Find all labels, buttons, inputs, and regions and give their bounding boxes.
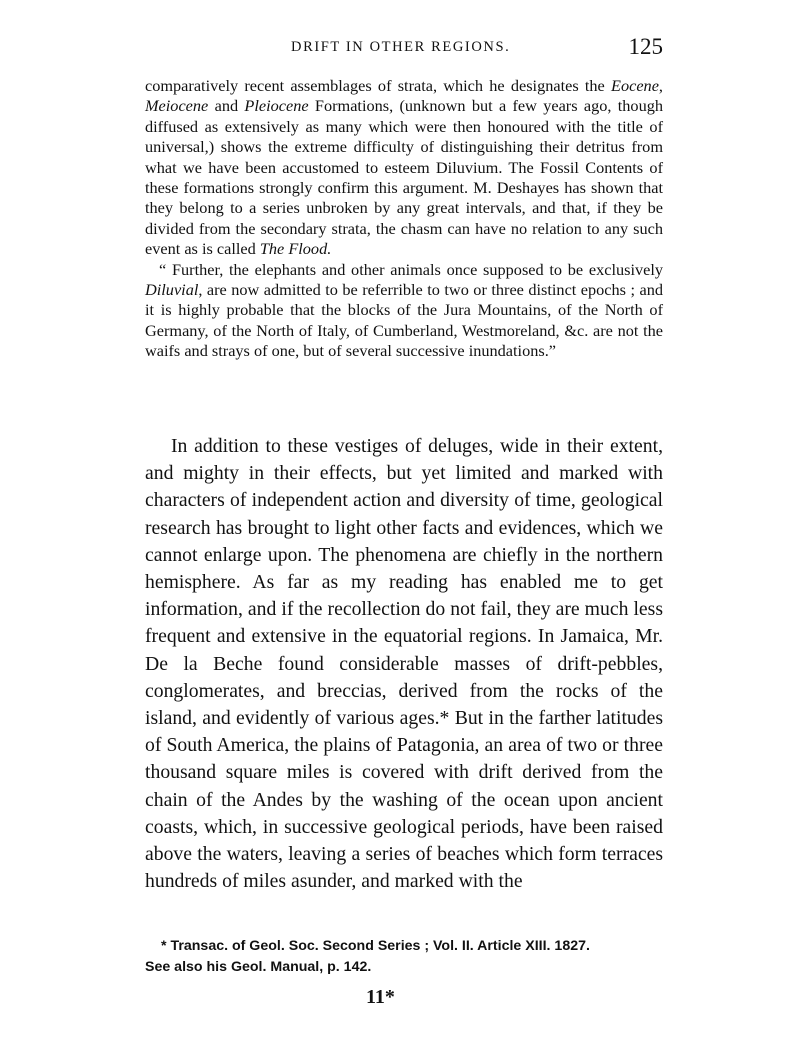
quote-italic-term: The Flood. xyxy=(259,239,332,259)
quote-paragraph-2 xyxy=(145,260,663,362)
quote-text: and xyxy=(208,96,245,116)
quote-text: “ Further, the elephants and other animals once supposed to be exclusively xyxy=(159,259,663,279)
quote-text: Formations, (unknown but a few years ago, though diffused as extensively as many which were then honoured with the title of universal,) shows the extreme difficulty of distinguishing their detritus from what we have been accustomed to esteem Diluvium. The Fossil Contents of these formations strongly confirm this argument. M. Deshayes has shown that they belong to a series unbroken by any great intervals, and that, if they be divided from the secondary strata, the chasm can have no relation to any such event as is called xyxy=(145,96,663,259)
page-number: 125 xyxy=(628,34,663,59)
main-paragraph: In addition to these vestiges of deluges, wide in their extent, and mighty in their effects, but yet limited and marked with characters of independent action and diversity of time, geological research has brought to light other facts and evidences, which we cannot enlarge upon. The phenomena are chiefly in the northern hemisphere. As far as my reading has enabled me to get information, and if the recollection do not fail, they are much less frequent and extensive in the equatorial regions. In Jamaica, Mr. De la Beche found considerable masses of drift-pebbles, conglomerates, and breccias, derived from the rocks of the island, and evidently of various ages.* But in the farther latitudes of South America, the plains of Patagonia, an area of two or three thousand square miles is covered with drift derived from the chain of the Andes by the washing of the ocean upon ancient coasts, which, in successive geological periods, have been raised above the waters, leaving a series of beaches which form terraces hundreds of miles asunder, and marked with the xyxy=(145,435,663,893)
running-head xyxy=(145,36,663,60)
quoted-extract xyxy=(145,76,663,362)
quote-text: , xyxy=(658,76,663,95)
quote-italic-term: Pleiocene xyxy=(244,96,309,116)
quote-italic-term: Diluvial xyxy=(145,280,199,300)
quote-paragraph-1 xyxy=(145,76,663,260)
quote-text: , are now admitted to be referrible to two or three distinct epochs ; and it is highly probable that the blocks of the Jura Mountains, of the North of Germany, of the North of Italy, of Cumberland, Westmoreland, &c. are not the waifs and strays of one, but of several successive inundations.” xyxy=(145,280,663,361)
quote-italic-term: Meiocene xyxy=(145,96,209,116)
signature-mark: 11* xyxy=(366,986,395,1008)
footnote xyxy=(145,936,663,978)
running-title: DRIFT IN OTHER REGIONS. xyxy=(291,39,511,55)
footnote-line: * Transac. of Geol. Soc. Second Series ; Vol. II. Article XIII. 1827. xyxy=(161,938,590,954)
footnote-line: See also his Geol. Manual, p. 142. xyxy=(145,959,372,975)
quote-text: comparatively recent assemblages of strata, which he designates the xyxy=(145,76,612,95)
main-text xyxy=(145,433,663,895)
quote-italic-term: Eocene xyxy=(611,76,659,95)
